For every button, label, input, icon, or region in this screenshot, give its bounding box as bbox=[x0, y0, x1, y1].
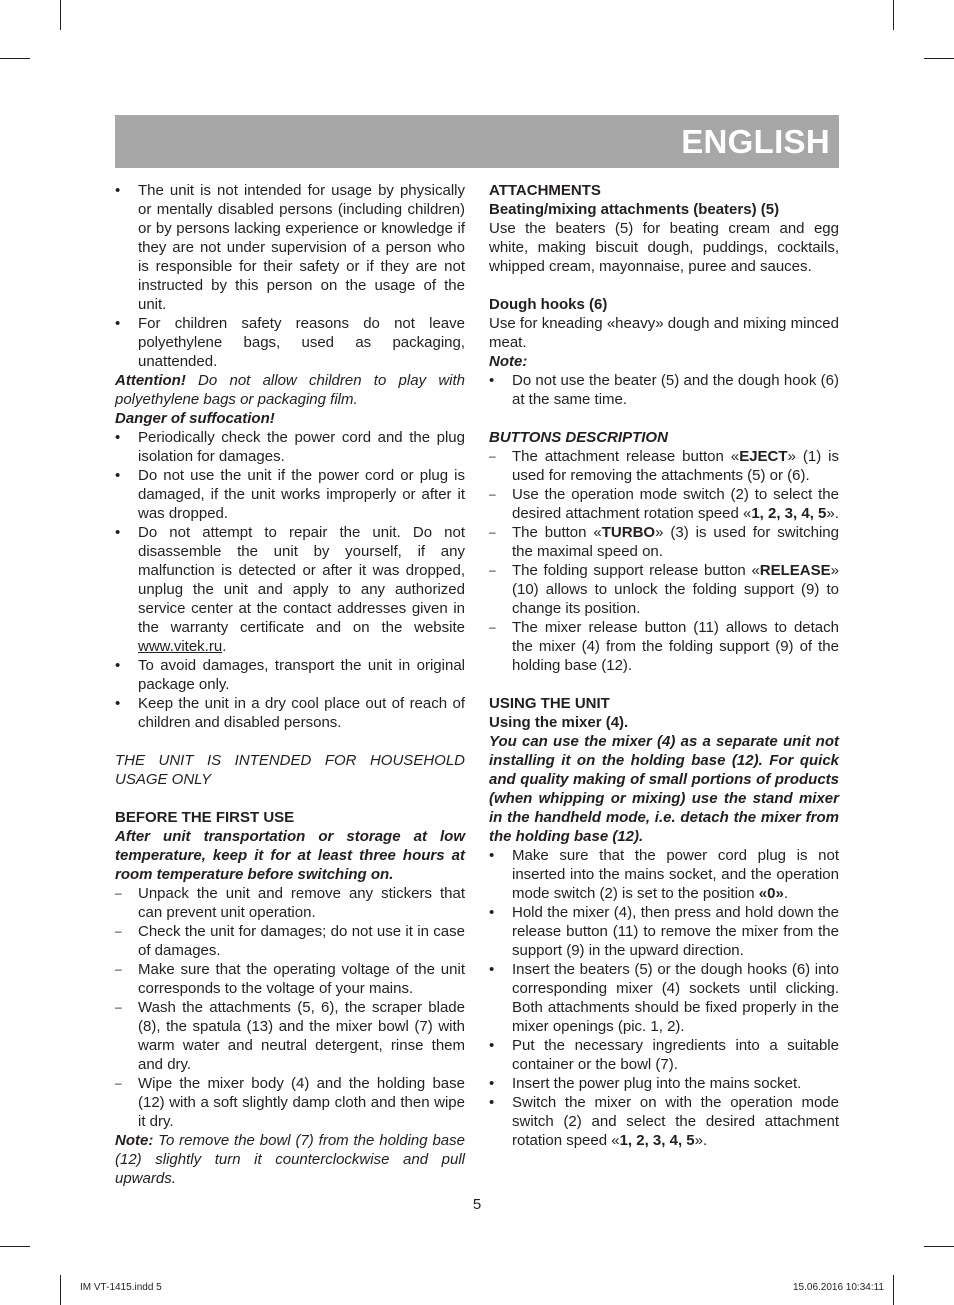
dash-marker: – bbox=[489, 449, 496, 463]
bullet-marker: • bbox=[489, 904, 495, 921]
subheading-beaters: Beating/mixing attachments (beaters) (5) bbox=[489, 201, 780, 218]
section-heading-using-unit: USING THE UNIT bbox=[489, 695, 610, 712]
beaters-description: Use the beaters (5) for beating cream and egg white, making biscuit dough, puddings, cocktails, whipped cream, mayonnaise, puree and sauces. bbox=[489, 220, 839, 275]
list-item: – The attachment release button «EJECT» (1) is used for removing the attachments (5) or (6). bbox=[489, 448, 839, 484]
dash-marker: – bbox=[489, 525, 496, 539]
transport-warning: After unit transportation or storage at low temperature, keep it for at least three hours at room temperature before switching on. bbox=[115, 828, 465, 883]
note-label: Note: bbox=[115, 1132, 154, 1149]
note-heading: Note: bbox=[489, 353, 528, 370]
bullet-marker: • bbox=[115, 467, 121, 484]
attention-paragraph: Attention! Do not allow children to play with polyethylene bags or packaging film. bbox=[115, 372, 465, 408]
website-link[interactable]: www.vitek.ru bbox=[138, 638, 223, 655]
bullet-marker: • bbox=[115, 182, 121, 199]
list-item: – Check the unit for damages; do not use it in case of damages. bbox=[115, 923, 465, 959]
footer-timestamp: 15.06.2016 10:34:11 bbox=[792, 1282, 884, 1293]
language-header-band bbox=[115, 115, 839, 168]
bowl-note: Note: To remove the bowl (7) from the holding base (12) slightly turn it counterclockwise and pull upwards. bbox=[115, 1132, 465, 1187]
bullet-marker: • bbox=[489, 1094, 495, 1111]
list-item: • Periodically check the power cord and the plug isolation for damages. bbox=[115, 429, 465, 465]
danger-warning: Danger of suffocation! bbox=[115, 410, 275, 427]
crop-mark bbox=[924, 58, 954, 59]
crop-mark bbox=[893, 0, 894, 30]
list-item: • Switch the mixer on with the operation mode switch (2) and select the desired attachment rotation speed «1, 2, 3, 4, 5». bbox=[489, 1094, 839, 1149]
attention-label: Attention! bbox=[115, 372, 186, 389]
using-steps bbox=[489, 846, 839, 1150]
dash-marker: – bbox=[115, 1000, 122, 1014]
list-item: • For children safety reasons do not leave polyethylene bags, used as packaging, unattended. bbox=[115, 315, 465, 370]
list-item: – Wash the attachments (5, 6), the scraper blade (8), the spatula (13) and the mixer bowl (7) with warm water and neutral detergent, rinse them and dry. bbox=[115, 999, 465, 1073]
list-item: – The mixer release button (11) allows to detach the mixer (4) from the folding support (9) of the holding base (12). bbox=[489, 619, 839, 674]
bullet-marker: • bbox=[489, 961, 495, 978]
dash-marker: – bbox=[489, 620, 496, 634]
subheading-using-mixer: Using the mixer (4). bbox=[489, 714, 629, 731]
footer-filename: IM VT-1415.indd 5 bbox=[80, 1282, 162, 1293]
cord-list bbox=[115, 428, 465, 732]
language-title: ENGLISH bbox=[681, 123, 830, 160]
crop-mark bbox=[60, 1275, 61, 1305]
bullet-marker: • bbox=[115, 695, 121, 712]
list-item: • The unit is not intended for usage by physically or mentally disabled persons (including children) or by persons lacking experience or knowledge if they are not under supervision of a person who is responsible for their safety or if they are not instructed by this person on the usage of the unit. bbox=[115, 182, 465, 313]
list-item: • Put the necessary ingredients into a suitable container or the bowl (7). bbox=[489, 1037, 839, 1073]
dash-marker: – bbox=[489, 563, 496, 577]
list-item: • Hold the mixer (4), then press and hold down the release button (11) to remove the mixer from the support (9) in the upward direction. bbox=[489, 904, 839, 959]
buttons-list bbox=[489, 447, 839, 675]
crop-mark bbox=[893, 1275, 894, 1305]
left-column bbox=[115, 181, 465, 1188]
list-item: • Insert the beaters (5) or the dough hooks (6) into corresponding mixer (4) sockets until clicking. Both attachments should be fixed properly in the mixer openings (pic. 1, 2). bbox=[489, 961, 839, 1035]
bullet-marker: • bbox=[489, 847, 495, 864]
list-item: • Do not use the beater (5) and the dough hook (6) at the same time. bbox=[489, 372, 839, 408]
dash-marker: – bbox=[115, 924, 122, 938]
list-item: – Wipe the mixer body (4) and the holding base (12) with a soft slightly damp cloth and then wipe it dry. bbox=[115, 1075, 465, 1130]
bullet-marker: • bbox=[489, 1075, 495, 1092]
list-item: • Do not attempt to repair the unit. Do not disassemble the unit by yourself, if any malfunction is detected or after it was dropped, unplug the unit and apply to any authorized service center at the contact addresses given in the warranty certificate and on the website www.vitek.ru. bbox=[115, 524, 465, 655]
crop-mark bbox=[0, 1246, 30, 1247]
bullet-marker: • bbox=[489, 372, 495, 389]
page-number: 5 bbox=[472, 1196, 482, 1213]
dash-marker: – bbox=[115, 962, 122, 976]
bullet-marker: • bbox=[115, 524, 121, 541]
list-item: • Keep the unit in a dry cool place out of reach of children and disabled persons. bbox=[115, 695, 465, 731]
list-item: • Do not use the unit if the power cord or plug is damaged, if the unit works improperly or after it was dropped. bbox=[115, 467, 465, 522]
crop-mark bbox=[60, 0, 61, 30]
list-item: – The folding support release button «RELEASE» (10) allows to unlock the folding support (9) to change its position. bbox=[489, 562, 839, 617]
mixer-intro: You can use the mixer (4) as a separate unit not installing it on the holding base (12). For quick and quality making of small portions of products (when whipping or mixing) use the stand mixer in the handheld mode, i.e. detach the mixer from the holding base (12). bbox=[489, 733, 839, 845]
note-list bbox=[489, 371, 839, 409]
bullet-marker: • bbox=[115, 657, 121, 674]
dash-marker: – bbox=[489, 487, 496, 501]
bullet-marker: • bbox=[115, 315, 121, 332]
list-item: • Insert the power plug into the mains socket. bbox=[489, 1075, 802, 1092]
section-heading-attachments: ATTACHMENTS bbox=[489, 182, 601, 199]
right-column bbox=[489, 181, 839, 1150]
list-item: – Unpack the unit and remove any stickers that can prevent unit operation. bbox=[115, 885, 465, 921]
dash-marker: – bbox=[115, 1076, 122, 1090]
list-item: • To avoid damages, transport the unit in original package only. bbox=[115, 657, 465, 693]
crop-mark bbox=[924, 1246, 954, 1247]
bullet-marker: • bbox=[489, 1037, 495, 1054]
list-item: • Make sure that the power cord plug is not inserted into the mains socket, and the operation mode switch (2) is set to the position «0». bbox=[489, 847, 839, 902]
dash-marker: – bbox=[115, 886, 122, 900]
subheading-dough-hooks: Dough hooks (6) bbox=[489, 296, 608, 313]
list-item: – The button «TURBO» (3) is used for switching the maximal speed on. bbox=[489, 524, 839, 560]
crop-mark bbox=[0, 58, 30, 59]
section-heading-before-first-use: BEFORE THE FIRST USE bbox=[115, 809, 295, 826]
list-item: – Use the operation mode switch (2) to select the desired attachment rotation speed «1, 2, 3, 4, 5». bbox=[489, 486, 839, 522]
household-notice: THE UNIT IS INTENDED FOR HOUSEHOLD USAGE ONLY bbox=[115, 752, 465, 788]
before-use-steps bbox=[115, 884, 465, 1131]
list-item: – Make sure that the operating voltage of the unit corresponds to the voltage of your mains. bbox=[115, 961, 465, 997]
safety-list bbox=[115, 181, 465, 371]
dough-hooks-description: Use for kneading «heavy» dough and mixing minced meat. bbox=[489, 315, 839, 351]
bullet-marker: • bbox=[115, 429, 121, 446]
section-heading-buttons: BUTTONS DESCRIPTION bbox=[489, 429, 668, 446]
